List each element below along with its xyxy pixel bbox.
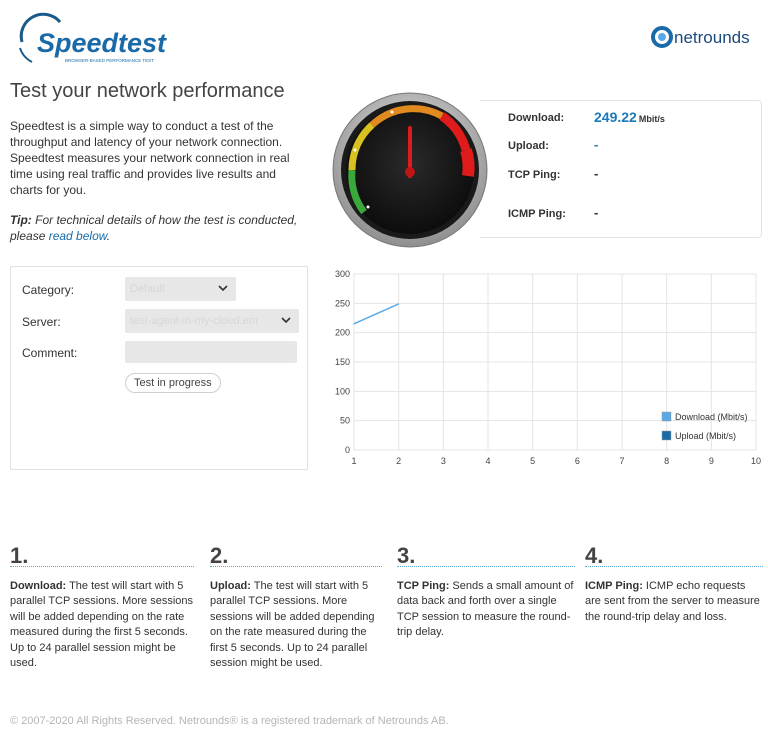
gauge-zone-red-peak: [466, 150, 469, 176]
step-title: TCP Ping:: [397, 579, 450, 592]
step-icmp-ping: [585, 543, 763, 625]
chevron-down-icon: [281, 317, 291, 324]
x-tick-label: 9: [708, 456, 714, 466]
category-selected-value: Default: [130, 283, 165, 295]
server-select[interactable]: [125, 309, 299, 333]
x-tick-label: 3: [440, 456, 446, 466]
step-description: [585, 579, 763, 626]
category-label: Category:: [22, 283, 75, 297]
speed-gauge: [332, 92, 488, 248]
step-text: The test will start with 5 parallel TCP sessions. More sessions will be added depending on the rate measured during the first 5 seconds. Up to 24 parallel session might be used.: [10, 579, 194, 669]
test-settings-panel: [10, 266, 308, 470]
y-tick-label: 50: [339, 415, 350, 426]
upload-value: -: [594, 137, 599, 152]
logo-tagline: BROWSER-BASED PERFORMANCE TEST: [65, 58, 154, 63]
read-below-link[interactable]: read below: [48, 229, 107, 243]
step-text: ICMP echo requests are sent from the server to measure the round-trip delay and loss.: [585, 579, 760, 623]
step-text: Sends a small amount of data back and forth over a single TCP session to measure the round-trip delay.: [397, 579, 574, 638]
step-number: 2.: [210, 548, 382, 567]
step-title: Download:: [10, 579, 67, 592]
download-unit: Mbit/s: [638, 114, 665, 124]
results-panel: [480, 100, 762, 238]
legend-label: Download (Mbit/s): [675, 412, 748, 422]
netrounds-logo: [650, 24, 765, 50]
gauge-tick: [391, 111, 394, 114]
footer-copyright: © 2007-2020 All Rights Reserved. Netrounds® is a registered trademark of Netrounds AB.: [10, 715, 449, 727]
category-select[interactable]: [125, 277, 236, 301]
step-description: [397, 579, 575, 641]
x-tick-label: 1: [351, 456, 357, 466]
step-number: 3.: [397, 548, 575, 567]
step-upload: [210, 543, 382, 672]
x-tick-label: 10: [750, 456, 762, 466]
legend-label: Upload (Mbit/s): [675, 431, 737, 441]
tcp-ping-value: -: [594, 166, 599, 181]
data-point: [354, 323, 355, 324]
step-text: The test will start with 5 parallel TCP sessions. More sessions will be added depending on the rate measured during the first 5 seconds. Up to 24 parallel session might be used.: [210, 579, 375, 669]
step-number: 4.: [585, 548, 763, 567]
x-tick-label: 6: [574, 456, 580, 466]
comment-input[interactable]: [125, 341, 297, 363]
icmp-ping-label: ICMP Ping:: [508, 208, 566, 220]
step-tcp-ping: [397, 543, 575, 641]
upload-label: Upload:: [508, 140, 549, 152]
tip-label: Tip:: [10, 213, 32, 227]
page-title: Test your network performance: [10, 80, 285, 102]
y-tick-label: 0: [344, 445, 350, 455]
download-value: [594, 109, 665, 125]
download-number: 249.22: [594, 109, 637, 125]
x-tick-label: 5: [530, 456, 536, 466]
step-download: [10, 543, 194, 672]
gauge-tick: [367, 206, 370, 209]
y-tick-label: 200: [334, 327, 350, 338]
netrounds-wordmark: netrounds: [674, 28, 750, 47]
gauge-hub: [405, 167, 415, 177]
speedtest-logo: [10, 12, 170, 68]
step-number: 1.: [10, 548, 194, 567]
chevron-down-icon: [218, 285, 228, 292]
y-tick-label: 150: [334, 357, 350, 367]
x-tick-label: 8: [664, 456, 670, 466]
step-description: [210, 579, 382, 672]
logo-arc-small: [20, 48, 32, 62]
legend-swatch: [662, 412, 671, 421]
data-point: [398, 303, 399, 304]
netrounds-icon-dot: [658, 33, 666, 41]
x-tick-label: 4: [485, 456, 491, 466]
gauge-tick: [354, 149, 357, 152]
step-title: Upload:: [210, 579, 251, 592]
step-description: [10, 579, 194, 672]
tip-paragraph: [10, 212, 310, 244]
icmp-ping-value: -: [594, 205, 599, 220]
download-label: Download:: [508, 112, 565, 124]
tcp-ping-label: TCP Ping:: [508, 169, 561, 181]
tip-end: .: [106, 229, 111, 243]
throughput-chart: [328, 266, 768, 472]
comment-label: Comment:: [22, 346, 78, 360]
tip-text: For technical details of how the test is conducted, please: [10, 213, 298, 243]
legend-swatch: [662, 431, 671, 440]
server-label: Server:: [22, 315, 61, 329]
y-tick-label: 300: [334, 269, 350, 279]
intro-description: Speedtest is a simple way to conduct a test of the throughput and latency of your network connection. Speedtest measures your network connection in real time using real traffic and provides live results and charts for you.: [10, 119, 290, 197]
x-tick-label: 2: [396, 456, 402, 466]
server-selected-value: test-agent-in-my-cloud.em: [130, 315, 258, 327]
test-in-progress-button[interactable]: Test in progress: [125, 373, 221, 393]
y-tick-label: 250: [334, 298, 350, 309]
step-title: ICMP Ping:: [585, 579, 643, 592]
x-tick-label: 7: [619, 456, 625, 466]
logo-wordmark: Speedtest: [37, 28, 167, 58]
y-tick-label: 100: [334, 386, 350, 397]
